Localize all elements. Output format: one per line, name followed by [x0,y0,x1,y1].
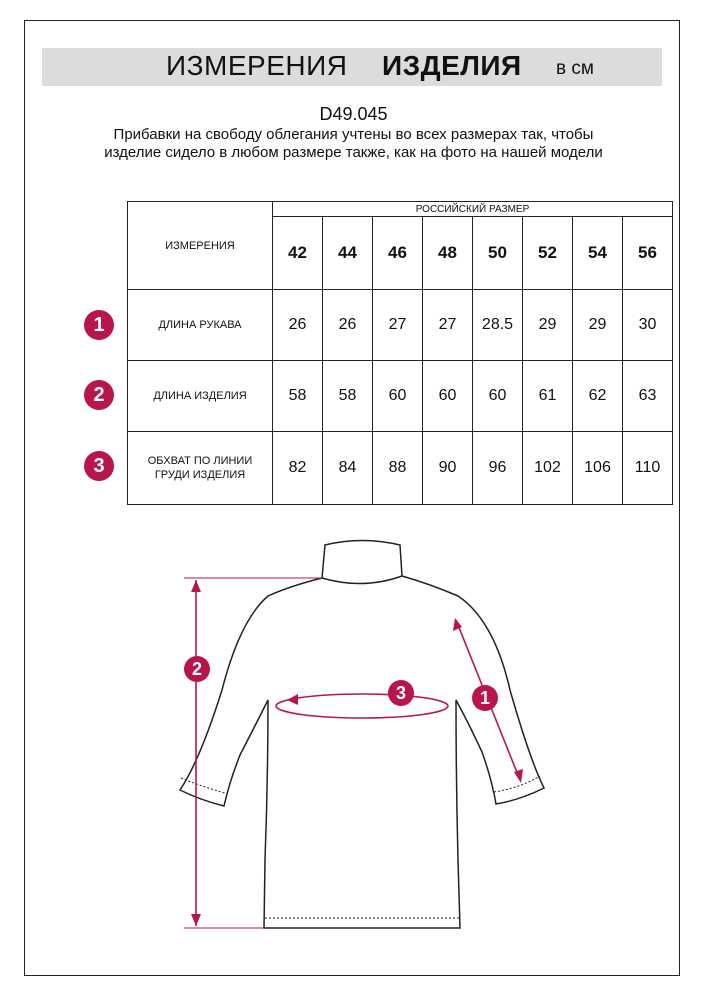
value-cell: 60 [473,361,523,432]
value-cell: 27 [373,290,423,361]
size-header-cell: 42 [273,217,323,290]
value-cell: 58 [273,361,323,432]
value-cell: 110 [623,432,673,505]
value-cell: 62 [573,361,623,432]
value-cell: 106 [573,432,623,505]
value-cell: 61 [523,361,573,432]
arrow-head [191,580,201,592]
value-cell: 28.5 [473,290,523,361]
value-cell: 90 [423,432,473,505]
title-unit: в см [556,58,594,79]
shirt-outline [180,576,544,928]
size-header-cell: 54 [573,217,623,290]
arrow-head [514,769,523,783]
value-cell: 102 [523,432,573,505]
value-cell: 26 [273,290,323,361]
diagram-marker-2: 2 [184,656,210,682]
chest-ellipse [276,694,448,718]
size-header-cell: 56 [623,217,673,290]
size-group-header: РОССИЙСКИЙ РАЗМЕР [273,202,673,217]
value-cell: 82 [273,432,323,505]
size-header-cell: 44 [323,217,373,290]
value-cell: 60 [373,361,423,432]
fit-note: Прибавки на свободу облегания учтены во всех размерах так, чтобы изделие сидело в любом размере также, как на фото на нашей модели [104,126,603,161]
collar [322,541,402,584]
value-cell: 84 [323,432,373,505]
row-3-badge: 3 [84,451,114,481]
title-measurements: ИЗМЕРЕНИЯ [166,50,348,81]
arrow-head [453,618,462,631]
product-code: D49.045 [319,104,388,124]
value-cell: 29 [573,290,623,361]
row-2-badge: 2 [84,380,114,410]
value-cell: 60 [423,361,473,432]
value-cell: 30 [623,290,673,361]
diagram-marker-3: 3 [388,680,414,706]
row-label: ОБХВАТ ПО ЛИНИИ ГРУДИ ИЗДЕЛИЯ [128,432,273,505]
size-header-cell: 46 [373,217,423,290]
row-label: ДЛИНА РУКАВА [128,290,273,361]
diagram-marker-1: 1 [472,685,498,711]
value-cell: 58 [323,361,373,432]
value-cell: 26 [323,290,373,361]
row-1-badge: 1 [84,310,114,340]
value-cell: 63 [623,361,673,432]
measures-header: ИЗМЕРЕНИЯ [128,202,273,290]
size-header-cell: 48 [423,217,473,290]
value-cell: 27 [423,290,473,361]
size-header-cell: 50 [473,217,523,290]
value-cell: 29 [523,290,573,361]
value-cell: 96 [473,432,523,505]
arrow-head [287,694,298,705]
value-cell: 88 [373,432,423,505]
row-label: ДЛИНА ИЗДЕЛИЯ [128,361,273,432]
arrow-head [191,914,201,926]
title-product: ИЗДЕЛИЯ [382,50,522,81]
size-header-cell: 52 [523,217,573,290]
